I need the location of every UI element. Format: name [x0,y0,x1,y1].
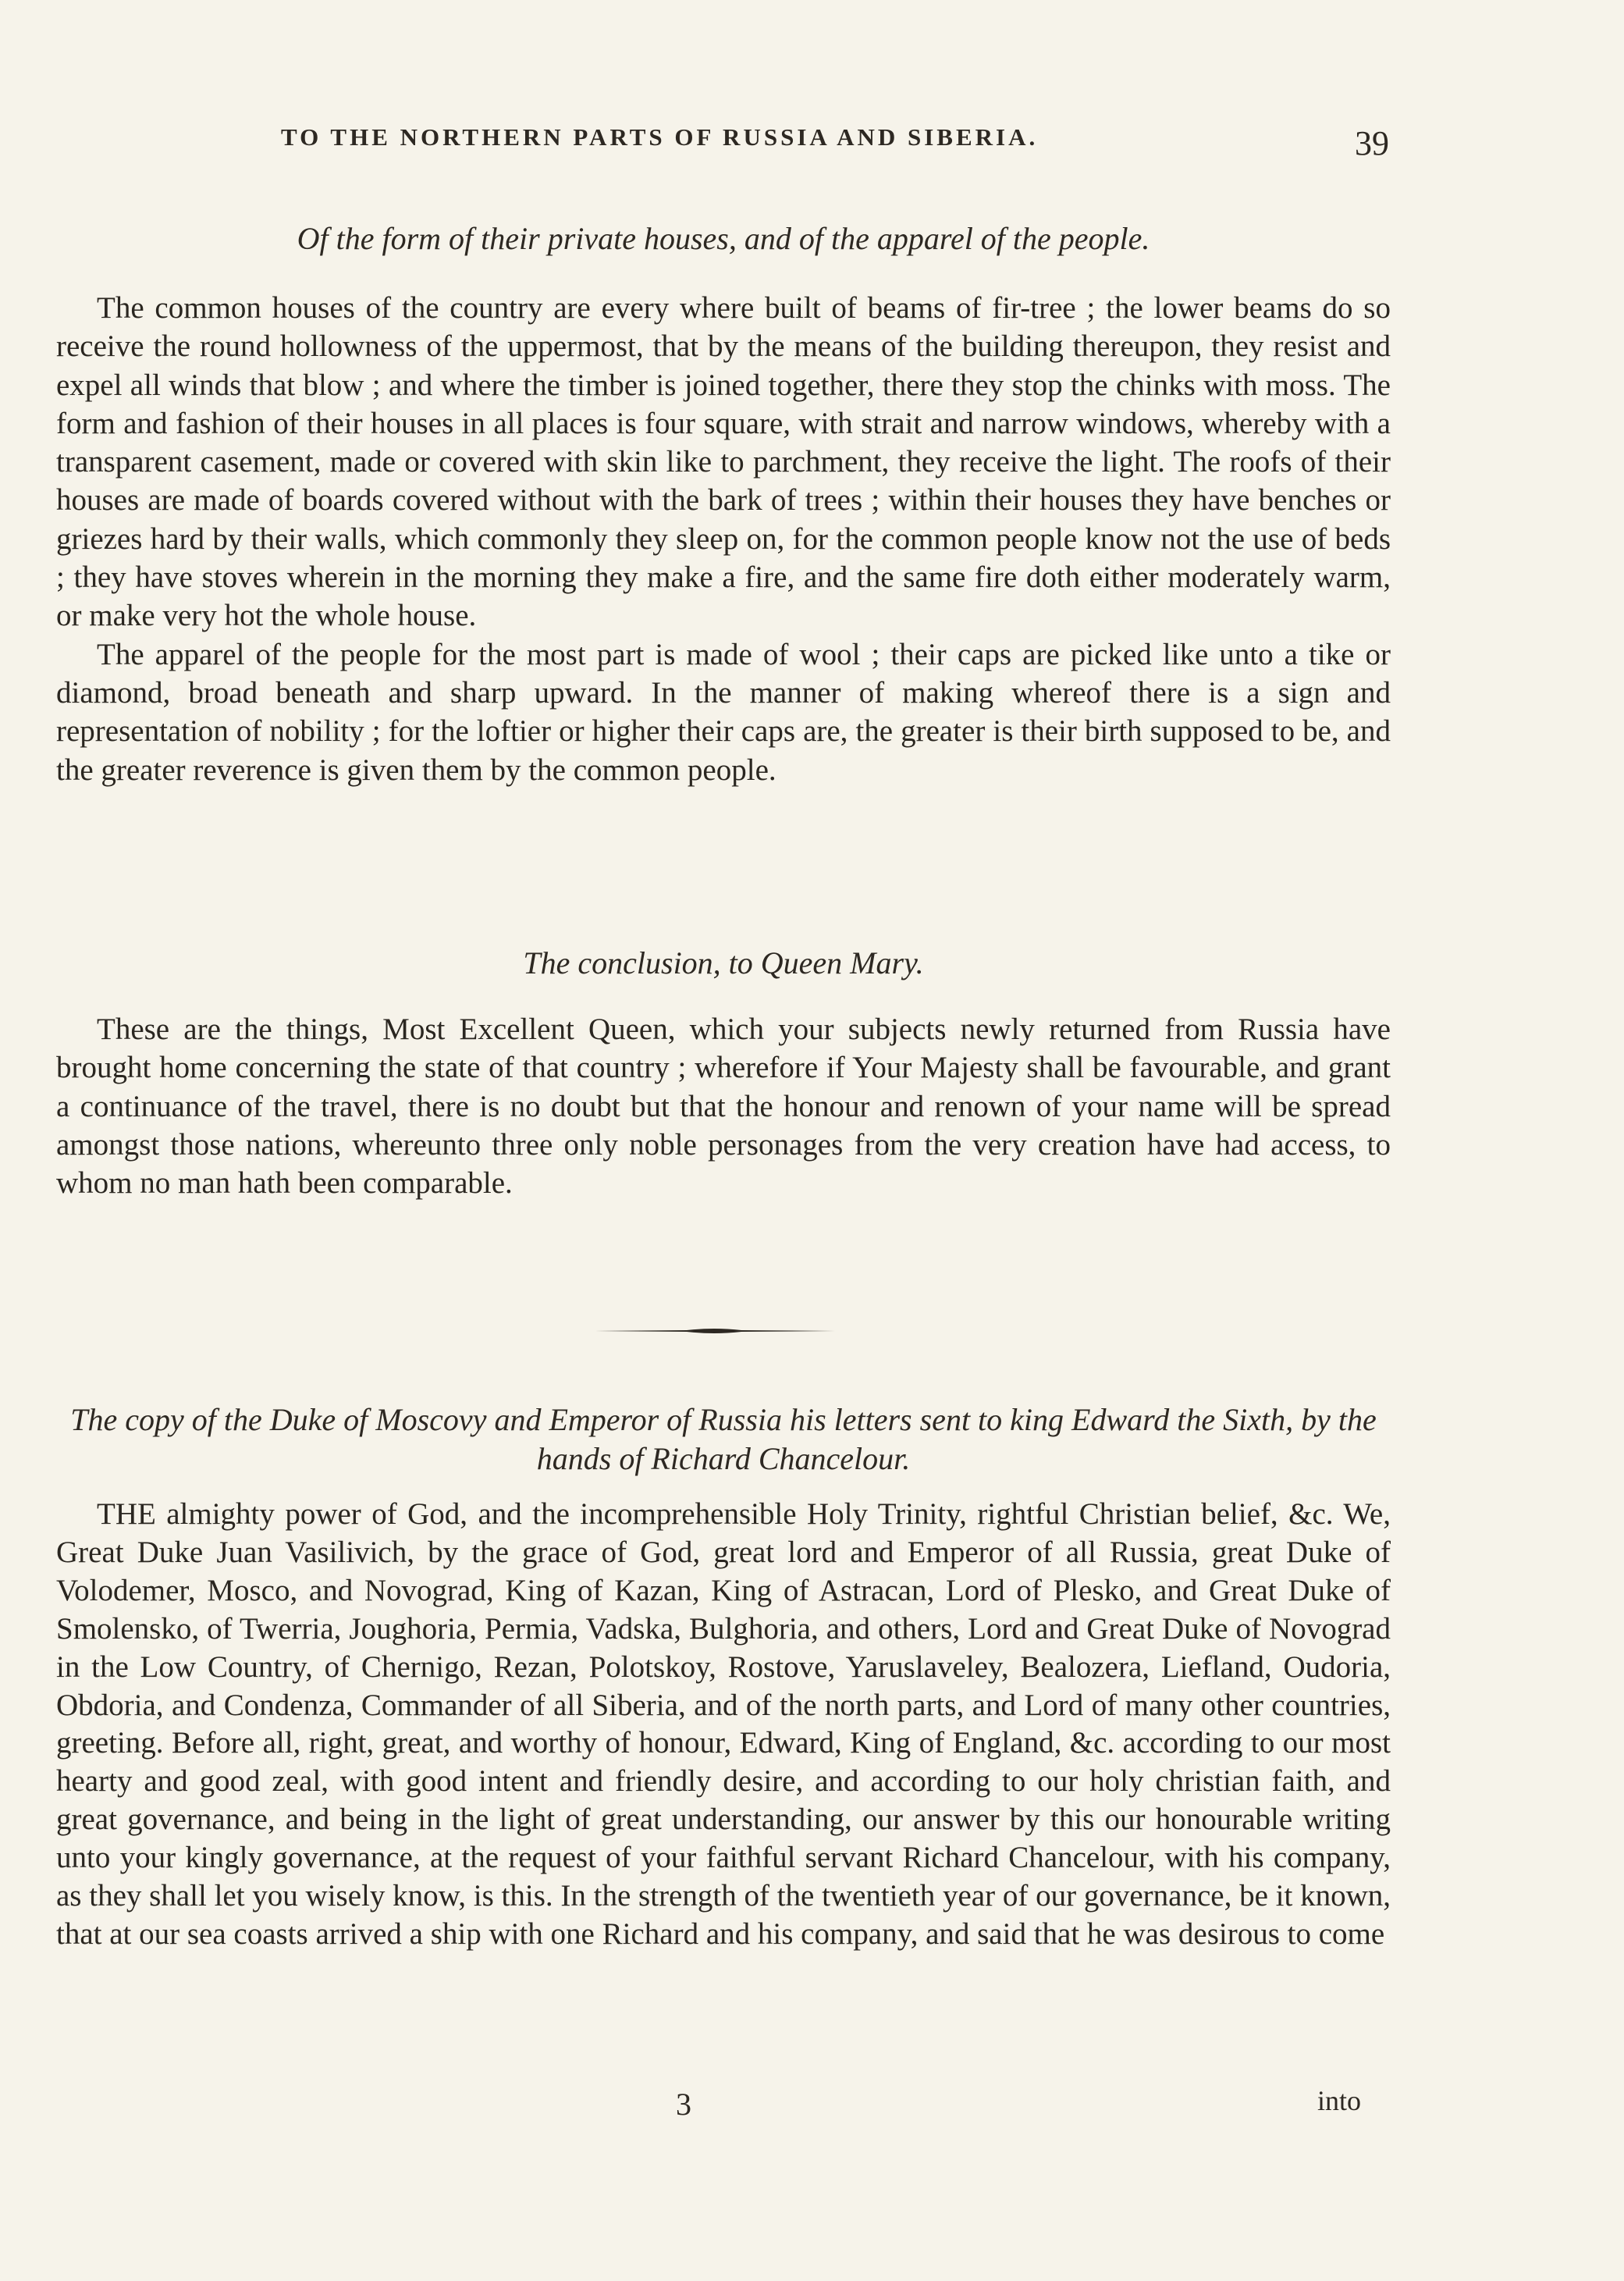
paragraph-conclusion: These are the things, Most Excellent Queen, which your subjects newly returned from Russia have brought home concerning the state of that country ; wherefore if Your Majesty shall be favourable, and grant a continuance of the travel, there is no doubt but that the honour and renown of your name will be spread amongst those nations, whereunto three only noble personages from the very creation have had access, to whom no man hath been comparable. [56,1012,1391,1201]
paragraph-houses: The common houses of the country are every where built of beams of fir-tree ; the lower beams do so receive the round hollowness of the uppermost, that by the means of the building thereupon, they resist and expel all winds that blow ; and where the timber is joined together, there they stop the chinks with moss. The form and fashion of their houses in all places is four square, with strait and narrow windows, whereby with a transparent casement, made or covered with skin like to parchment, they receive the light. The roofs of their houses are made of boards covered without with the bark of trees ; within their houses they have benches or griezes hard by their walls, which commonly they sleep on, for the common people know not the use of beds ; they have stoves wherein in the morning they make a fire, and the same fire doth either moderately warm, or make very hot the whole house. [56,291,1391,633]
ornamental-rule [593,1326,835,1336]
section-body-conclusion [56,1010,1391,1202]
paragraph-apparel: The apparel of the people for the most part is made of wool ; their caps are picked like unto a tike or diamond, broad beneath and sharp upward. In the manner of making whereof there is a sign and representation of nobility ; for the loftier or higher their caps are, the greater is their birth supposed to be, and the greater reverence is given them by the common people. [56,637,1391,787]
catchword: into [1317,2085,1362,2116]
section-heading-conclusion: The conclusion, to Queen Mary. [523,945,924,980]
section-heading-houses: Of the form of their private houses, and of the apparel of the people. [297,221,1150,256]
running-head: TO THE NORTHERN PARTS OF RUSSIA AND SIBERIA. [281,123,1039,151]
signature-mark: 3 [676,2087,691,2122]
page-number: 39 [1355,124,1389,162]
paragraph-letter: THE almighty power of God, and the incomprehensible Holy Trinity, rightful Christian belief, &c. We, Great Duke Juan Vasilivich, by the grace of God, great lord and Emperor of all Russia, great Duke of Volodemer, Mosco, and Novograd, King of Kazan, King of Astracan, Lord of Plesko, and Great Duke of Smolensko, of Twerria, Joughoria, Permia, Vadska, Bulghoria, and others, Lord and Great Duke of Novograd in the Low Country, of Chernigo, Rezan, Polotskoy, Rostove, Yaruslaveley, Bealozera, Liefland, Oudoria, Obdoria, and Condenza, Commander of all Siberia, and of the north parts, and Lord of many other countries, greeting. Before all, right, great, and worthy of honour, Edward, King of England, &c. according to our most hearty and good zeal, with good intent and friendly desire, and according to our holy christian faith, and great governance, and being in the light of great understanding, our answer by this our honourable writing unto your kingly governance, at the request of your faithful servant Richard Chancelour, with his company, as they shall let you wisely know, is this. In the strength of the twentieth year of our governance, be it known, that at our sea coasts arrived a ship with one Richard and his company, and said that he was desirous to come [56,1497,1391,1951]
section-body-houses [56,289,1391,789]
section-heading-letter: The copy of the Duke of Moscovy and Emperor of Russia his letters sent to king Edward the Sixth, by the hands of Richard Chancelour. [70,1402,1377,1476]
section-body-letter [56,1496,1391,1954]
